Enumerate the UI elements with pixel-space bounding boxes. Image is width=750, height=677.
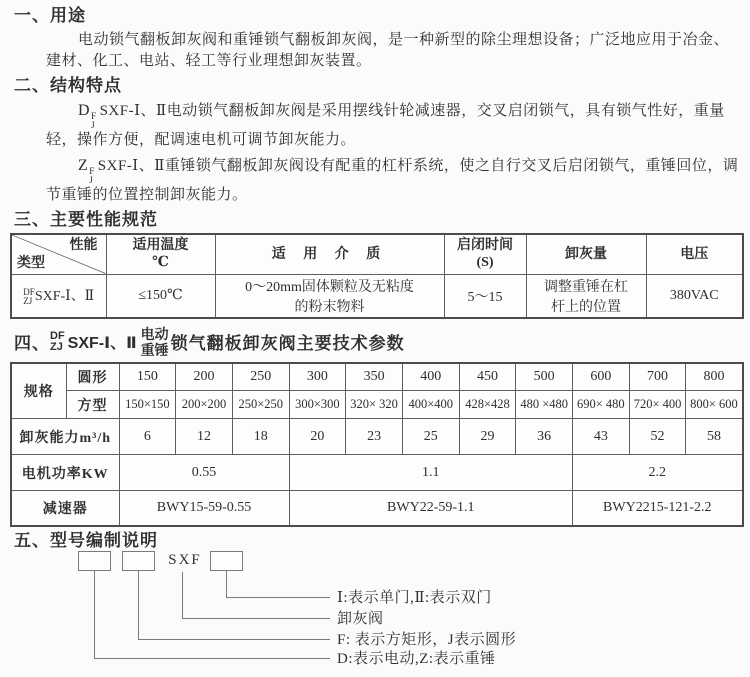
model-code-sxf: SXF (168, 551, 202, 568)
round-value: 200 (176, 363, 233, 391)
power-value: 1.1 (289, 455, 572, 491)
round-value: 600 (573, 363, 630, 391)
capacity-value: 36 (516, 419, 573, 455)
round-value: 400 (402, 363, 459, 391)
section-2-heading: 二、结构特点 (14, 76, 122, 95)
round-value: 350 (346, 363, 403, 391)
capacity-value: 52 (629, 419, 686, 455)
value-open-close-time: 5～15 (444, 274, 526, 318)
square-value: 320× 320 (346, 391, 403, 419)
square-value: 480 ×480 (516, 391, 573, 419)
feature-text-hammer: SXF-Ⅰ、Ⅱ重锤锁气翻板卸灰阀设有配重的杠杆系统，使之自行交叉后启闭锁气，重锤回位，调节重锤的位置控制卸灰能力。 (46, 158, 739, 203)
capacity-value: 12 (176, 419, 233, 455)
capacity-label: 卸灰能力m³/h (11, 419, 119, 455)
performance-spec-table (10, 233, 744, 319)
corner-label-type: 类型 (17, 255, 45, 271)
corner-header-cell (11, 234, 106, 274)
power-label: 电机功率KW (11, 455, 119, 491)
model-prefix-d-supsub: F J (91, 111, 97, 130)
connector-drive (94, 571, 330, 659)
round-value: 300 (289, 363, 346, 391)
model-prefix-z-supsub: F J (89, 166, 95, 185)
round-value: 500 (516, 363, 573, 391)
feature-text-electric: SXF-Ⅰ、Ⅱ电动锁气翻板卸灰阀是采用摆线针轮减速器，交叉启闭锁气，具有锁气性好，重量轻，操作方便，配调速电机可调节卸灰能力。 (46, 103, 725, 148)
capacity-value: 23 (346, 419, 403, 455)
square-value: 300×300 (289, 391, 346, 419)
section-4-number: 四、 (14, 334, 50, 353)
model-code-box-door (210, 551, 243, 571)
square-label: 方型 (66, 391, 119, 419)
header-open-close-time: 启闭时间 (S) (444, 234, 526, 274)
value-medium: 0～20mm固体颗粒及无粘度的粉末物料 (215, 274, 444, 318)
model-type-cell (11, 274, 106, 318)
model-prefix-z: Z (78, 157, 89, 174)
feature-paragraph-hammer (46, 155, 740, 206)
capacity-value: 29 (459, 419, 516, 455)
reducer-value: BWY15-59-0.55 (119, 491, 289, 526)
model-code-diagram (0, 551, 750, 677)
capacity-value: 25 (402, 419, 459, 455)
square-value: 200×200 (176, 391, 233, 419)
section-1-heading: 一、用途 (14, 6, 86, 25)
value-temperature: ≤150℃ (106, 274, 215, 318)
round-value: 150 (119, 363, 176, 391)
round-value: 450 (459, 363, 516, 391)
value-ash-amount: 调整重锤在杠杆上的位置 (526, 274, 646, 318)
power-value: 2.2 (573, 455, 743, 491)
spec-label: 规格 (11, 363, 66, 419)
round-label: 圆形 (66, 363, 119, 391)
model-prefix-d: D (78, 102, 91, 119)
square-value: 800× 600 (686, 391, 743, 419)
capacity-value: 18 (232, 419, 289, 455)
capacity-value: 6 (119, 419, 176, 455)
header-medium: 适 用 介 质 (215, 234, 444, 274)
feature-paragraph-electric (46, 100, 740, 151)
section-4-title-rest: 锁气翻板卸灰阀主要技术参数 (170, 334, 405, 353)
power-value: 0.55 (119, 455, 289, 491)
note-door-type: Ⅰ:表示单门,Ⅱ:表示双门 (337, 589, 492, 606)
square-value: 250×250 (232, 391, 289, 419)
reducer-value: BWY2215-121-2.2 (573, 491, 743, 526)
round-value: 800 (686, 363, 743, 391)
usage-paragraph: 电动锁气翻板卸灰阀和重锤锁气翻板卸灰阀，是一种新型的除尘理想设备；广泛地应用于冶金、建材、化工、电站、轻工等行业理想卸灰装置。 (46, 32, 730, 69)
header-ash-amount: 卸灰量 (526, 234, 646, 274)
reducer-value: BWY22-59-1.1 (289, 491, 572, 526)
section-4-model-code: SXF-Ⅰ、Ⅱ (67, 335, 137, 352)
capacity-value: 43 (573, 419, 630, 455)
square-value: 428×428 (459, 391, 516, 419)
section-3-heading: 三、主要性能规范 (14, 210, 158, 229)
square-value: 690× 480 (573, 391, 630, 419)
capacity-value: 20 (289, 419, 346, 455)
note-valve-name: 卸灰阀 (337, 610, 384, 627)
header-voltage: 电压 (646, 234, 743, 274)
square-value: 150×150 (119, 391, 176, 419)
corner-label-performance: 性能 (69, 238, 98, 253)
header-temperature: 适用温度 ℃ (106, 234, 215, 274)
section-4-model-stack: DF ZJ (50, 329, 65, 353)
model-type-stack: DF ZJ (23, 286, 35, 306)
section-5-heading: 五、型号编制说明 (14, 530, 158, 550)
round-value: 250 (232, 363, 289, 391)
section-4-drive-stack: 电动 重锤 (140, 325, 169, 358)
note-shape-code: F: 表示方矩形，J表示圆形 (337, 631, 517, 648)
square-value: 720× 400 (629, 391, 686, 419)
model-code-box-shape (122, 551, 155, 571)
square-value: 400×400 (402, 391, 459, 419)
model-code-box-drive (78, 551, 111, 571)
model-type-rest: SXF-Ⅰ、Ⅱ (34, 289, 95, 305)
note-drive-code: D:表示电动,Z:表示重锤 (337, 650, 496, 667)
reducer-label: 减速器 (11, 491, 119, 526)
section-4-heading (14, 325, 750, 359)
round-value: 700 (629, 363, 686, 391)
value-voltage: 380VAC (646, 274, 743, 318)
technical-parameters-table (10, 362, 744, 527)
capacity-value: 58 (686, 419, 743, 455)
